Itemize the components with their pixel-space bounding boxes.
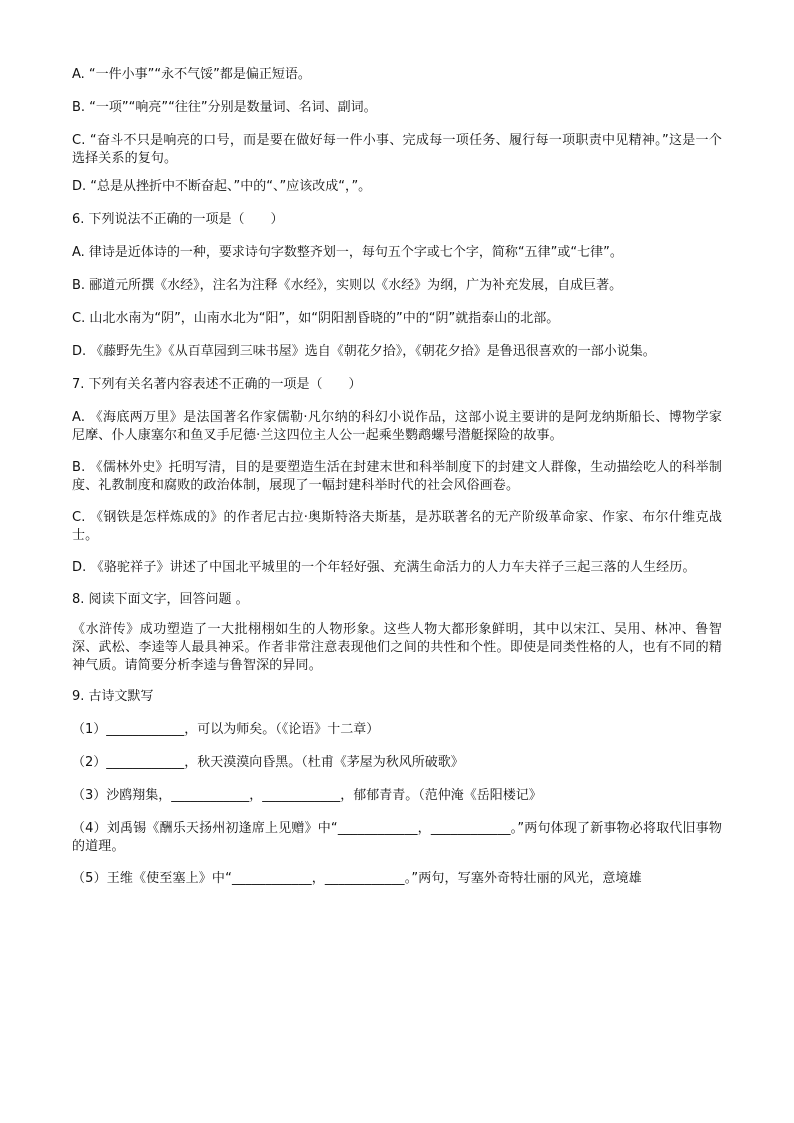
q5-option-d: D. “总是从挫折中不断奋起、”中的“、”应该改成“，”。 bbox=[72, 179, 372, 194]
q9-item-5: （5）王维《使至塞上》中“____________，____________。”两句，写塞外奇特壮丽的风光，意境雄 bbox=[72, 871, 642, 886]
q6-option-c: C. 山北水南为“阴”，山南水北为“阳”，如“阴阳割昏晓的”中的“阴”就指泰山的北部。 bbox=[72, 311, 560, 326]
q8-stem: 8. 阅读下面文字，回答问题 。 bbox=[72, 592, 249, 607]
q6-option-b: B. 郦道元所撰《水经》，注名为注释《水经》，实则以《水经》为纲，广为补充发展，自成巨著。 bbox=[72, 278, 623, 293]
q6-stem: 6. 下列说法不正确的一项是（ ） bbox=[72, 212, 284, 227]
q9-item-2: （2）____________，秋天漠漠向昏黑。（杜甫《茅屋为秋风所破歌》 bbox=[72, 755, 464, 770]
q9-item-3: （3）沙鸥翔集，____________，____________，郁郁青青。（范仲淹《岳阳楼记》 bbox=[72, 788, 542, 803]
q7-option-b: B. 《儒林外史》托明写清，目的是要塑造生活在封建末世和科举制度下的封建文人群像，生动描绘吃人的科举制度、礼教制度和腐败的政治体制，展现了一幅封建科举时代的社会风俗画卷。 bbox=[72, 460, 722, 493]
q7-option-d: D. 《骆驼祥子》讲述了中国北平城里的一个年轻好强、充满生命活力的人力车夫祥子三起三落的人生经历。 bbox=[72, 560, 696, 575]
q6-option-a: A. 律诗是近体诗的一种，要求诗句字数整齐划一，每句五个字或七个字，简称“五律”或“七律”。 bbox=[72, 245, 623, 260]
q9-item-1: （1）____________，可以为师矣。（《论语》十二章） bbox=[72, 722, 380, 737]
q9-stem: 9. 古诗文默写 bbox=[72, 689, 154, 704]
q9-item-4: （4）刘禹锡《酬乐天扬州初逢席上见赠》中“____________，____________。”两句体现了新事物必将取代旧事物的道理。 bbox=[72, 821, 722, 854]
q7-option-a: A. 《海底两万里》是法国著名作家儒勒·凡尔纳的科幻小说作品，这部小说主要讲的是阿龙纳斯船长、博物学家尼摩、仆人康塞尔和鱼叉手尼德·兰这四位主人公一起乘坐鹦鹉螺号潜艇探险的故事。 bbox=[72, 410, 722, 443]
q7-stem: 7. 下列有关名著内容表述不正确的一项是（ ） bbox=[72, 377, 362, 392]
q8-passage: 《水浒传》成功塑造了一大批栩栩如生的人物形象。这些人物大都形象鲜明，其中以宋江、吴用、林冲、鲁智深、武松、李逵等人最具神采。作者非常注意表现他们之间的共性和个性。即使是同类性格的人，也有不同的精神气质。请简要分析李逵与鲁智深的异同。 bbox=[72, 622, 722, 673]
q7-option-c: C. 《钢铁是怎样炼成的》的作者尼古拉·奥斯特洛夫斯基，是苏联著名的无产阶级革命家、作家、布尔什维克战士。 bbox=[72, 510, 722, 543]
q5-option-c: C. “奋斗不只是响亮的口号，而是要在做好每一件小事、完成每一项任务、履行每一项职责中见精神。”这是一个选择关系的复句。 bbox=[72, 133, 722, 166]
exam-page bbox=[72, 66, 722, 888]
q5-option-a: A. “一件小事”“永不气馁”都是偏正短语。 bbox=[72, 67, 311, 82]
q5-option-b: B. “一项”“响亮”“往往”分别是数量词、名词、副词。 bbox=[72, 100, 377, 115]
q6-option-d: D. 《藤野先生》《从百草园到三味书屋》选自《朝花夕拾》，《朝花夕拾》是鲁迅很喜欢的一部小说集。 bbox=[72, 344, 656, 359]
